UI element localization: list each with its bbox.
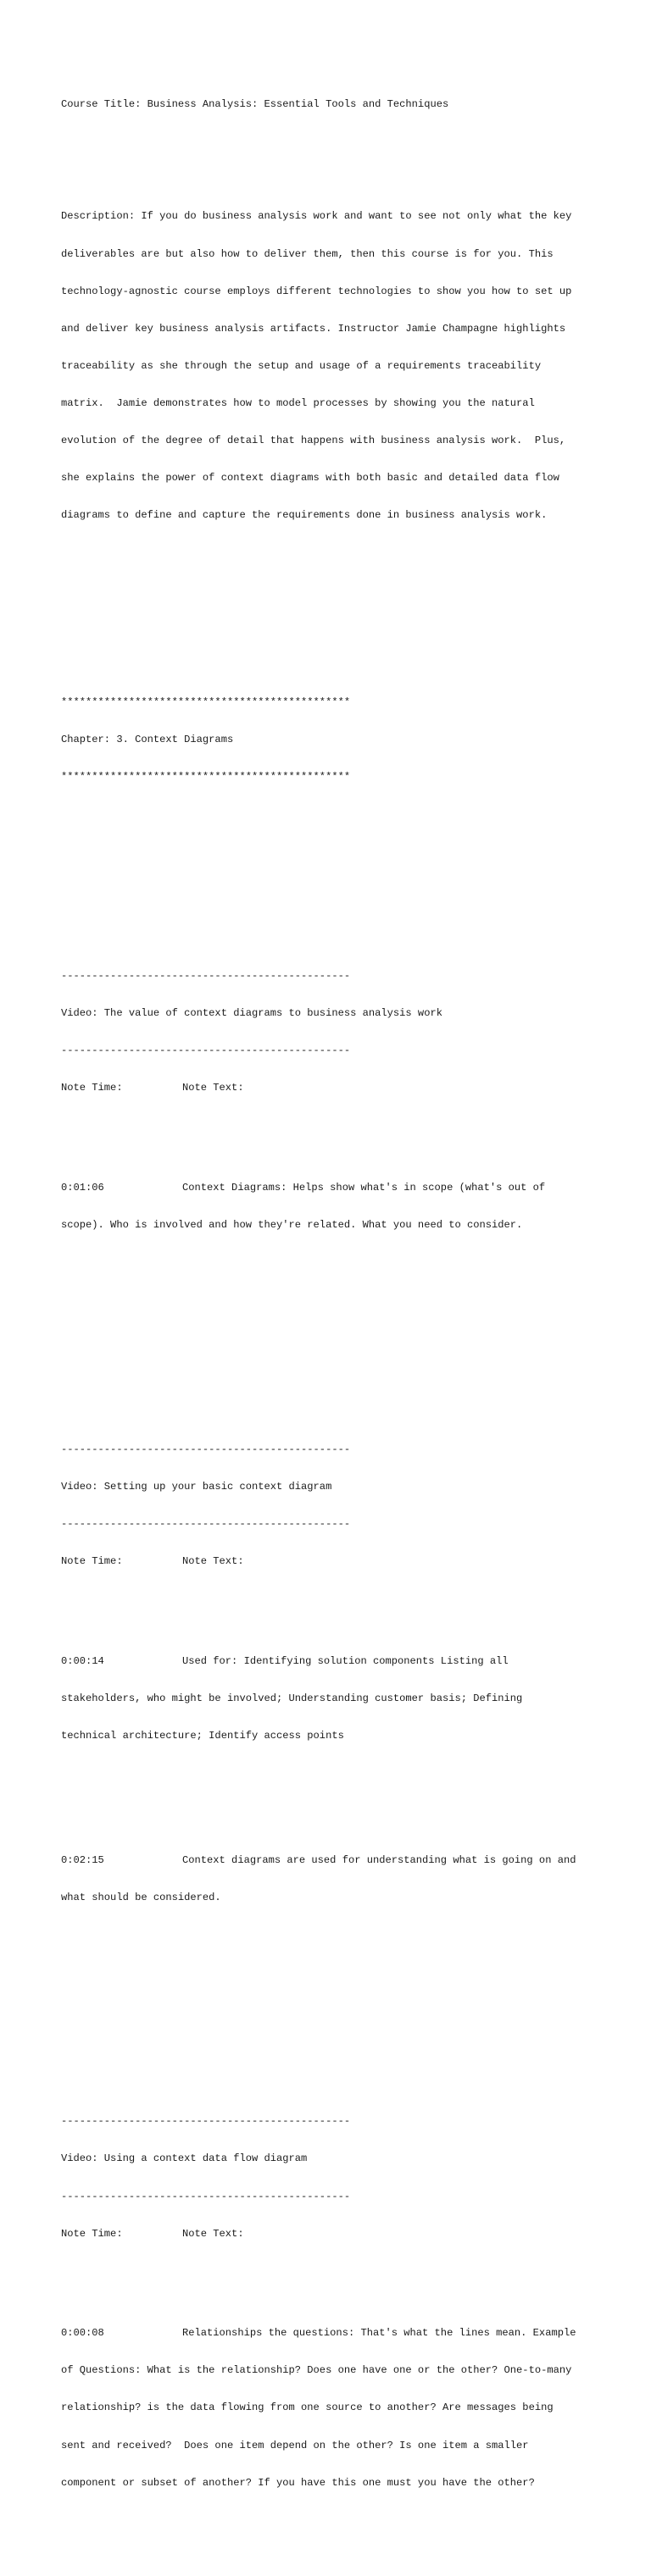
note-entry — [61, 1157, 604, 1257]
note-time: 0:01:06 — [61, 1181, 104, 1194]
video-title: Video: Setting up your basic context diagram — [61, 1480, 332, 1493]
note-text: Context diagrams are used for understanding what is going on and — [182, 1853, 576, 1866]
note-time-header: Note Time: — [61, 1082, 123, 1094]
note-text-header: Note Text: — [182, 1554, 244, 1567]
description-line: diagrams to define and capture the requirements done in business analysis work. — [61, 509, 548, 522]
note-text: of Questions: What is the relationship? Does one have one or the other? One-to-many — [61, 2364, 572, 2377]
note-time-header: Note Time: — [61, 2227, 123, 2240]
description-line: traceability as she through the setup and usage of a requirements traceability — [61, 359, 542, 372]
star-rule: *********************************************** — [61, 770, 351, 783]
video-title: Video: Using a context data flow diagram — [61, 2152, 308, 2165]
video-title: Video: The value of context diagrams to business analysis work — [61, 1007, 442, 1020]
note-time-header: Note Time: — [61, 1554, 123, 1567]
description-line: she explains the power of context diagrams with both basic and detailed data flow — [61, 472, 559, 485]
note-text: scope). Who is involved and how they're related. What you need to consider. — [61, 1219, 523, 1232]
note-header — [61, 2228, 604, 2241]
dash-rule: ----------------------------------------------- — [61, 1443, 351, 1455]
dash-rule: ----------------------------------------------- — [61, 1044, 351, 1057]
description-line: technology-agnostic course employs different technologies to show you how to set up — [61, 285, 572, 297]
chapter-title: Chapter: 3. Context Diagrams — [61, 733, 234, 745]
star-rule: *********************************************** — [61, 695, 351, 708]
note-time: 0:00:08 — [61, 2327, 104, 2340]
note-text: relationship? is the data flowing from one source to another? Are messages being — [61, 2401, 554, 2414]
note-time: 0:00:14 — [61, 1654, 104, 1667]
chapter-header — [61, 671, 604, 808]
note-header — [61, 1555, 604, 1568]
note-text-header: Note Text: — [182, 2227, 244, 2240]
video-section — [61, 945, 604, 1282]
description-line: Description: If you do business analysis work and want to see not only what the key — [61, 210, 572, 223]
dash-rule: ----------------------------------------------- — [61, 2190, 351, 2202]
video-section — [61, 2091, 604, 2539]
course-description — [61, 186, 604, 546]
note-text-header: Note Text: — [182, 1082, 244, 1094]
dash-rule: ----------------------------------------------- — [61, 970, 351, 983]
video-section — [61, 1418, 604, 1953]
note-time: 0:02:15 — [61, 1853, 104, 1866]
note-text: Used for: Identifying solution components Listing all — [182, 1654, 509, 1667]
note-text: stakeholders, who might be involved; Understanding customer basis; Defining — [61, 1692, 523, 1704]
note-text: technical architecture; Identify access points — [61, 1729, 344, 1742]
description-line: evolution of the degree of detail that happens with business analysis work. Plus, — [61, 434, 566, 446]
description-line: and deliver key business analysis artifacts. Instructor Jamie Champagne highlights — [61, 322, 566, 335]
course-title: Course Title: Business Analysis: Essential Tools and Techniques — [61, 98, 449, 111]
description-line: deliverables are but also how to deliver them, then this course is for you. This — [61, 247, 554, 260]
note-entry — [61, 2302, 604, 2514]
note-text: Context Diagrams: Helps show what's in scope (what's out of — [182, 1181, 546, 1194]
dash-rule: ----------------------------------------------- — [61, 1517, 351, 1530]
note-entry — [61, 1829, 604, 1929]
document-body — [61, 61, 604, 2576]
description-line: matrix. Jamie demonstrates how to model processes by showing you the natural — [61, 396, 535, 409]
note-text: what should be considered. — [61, 1891, 221, 1903]
note-text: component or subset of another? If you have this one must you have the other? — [61, 2476, 535, 2489]
note-entry — [61, 1630, 604, 1767]
note-text: Relationships the questions: That's what the lines mean. Example — [182, 2327, 576, 2340]
dash-rule: ----------------------------------------------- — [61, 2115, 351, 2128]
note-text: sent and received? Does one item depend on the other? Is one item a smaller — [61, 2439, 529, 2451]
note-header — [61, 1082, 604, 1094]
